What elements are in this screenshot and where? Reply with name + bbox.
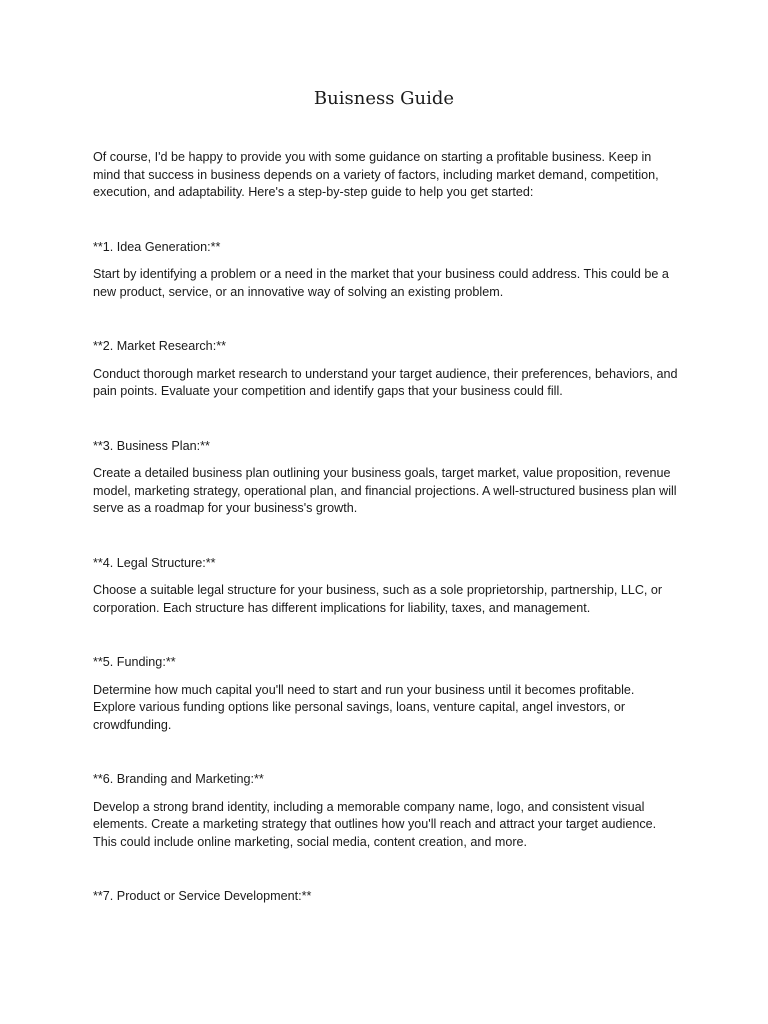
section-body: Choose a suitable legal structure for your business, such as a sole proprietorship, partnership, LLC, or corporation. Each structure has different implications for liability, taxes, and management. (93, 583, 663, 615)
section-heading: **1. Idea Generation:** (93, 239, 221, 254)
section-heading: **6. Branding and Marketing:** (93, 772, 264, 786)
intro-paragraph: Of course, I'd be happy to provide you with some guidance on starting a profitable business. Keep in mind that success in business depends on a variety of factors, including market demand, competition, execution, and adaptability. Here's a step-by-step guide to help you get started: (93, 150, 659, 199)
section-body: Create a detailed business plan outlining your business goals, target market, value proposition, revenue model, marketing strategy, operational plan, and financial projections. A well-structured business plan will serve as a roadmap for your business's growth. (93, 466, 677, 515)
section-branding-marketing (93, 771, 678, 851)
section-idea-generation (93, 239, 678, 302)
section-legal-structure (93, 555, 678, 618)
section-market-research (93, 338, 678, 401)
section-business-plan (93, 438, 678, 518)
section-funding (93, 654, 678, 734)
section-heading: **7. Product or Service Development:** (93, 889, 312, 903)
section-heading: **2. Market Research:** (93, 339, 226, 353)
section-body: Determine how much capital you'll need to start and run your business until it becomes profitable. Explore various funding options like personal savings, loans, venture capital, angel investors, or crowdfunding. (93, 682, 635, 732)
section-body: Start by identifying a problem or a need in the market that your business could address. This could be a new product, service, or an innovative way of solving an existing problem. (93, 267, 669, 299)
section-body: Conduct thorough market research to understand your target audience, their preferences, behaviors, and pain points. Evaluate your competition and identify gaps that your business could fill. (93, 366, 678, 398)
section-body: Develop a strong brand identity, including a memorable company name, logo, and consistent visual elements. Create a marketing strategy that outlines how you'll reach and attract your target audience. This could include online marketing, social media, content creation, and more. (93, 799, 657, 849)
section-product-service-development (93, 888, 678, 906)
section-heading: **4. Legal Structure:** (93, 555, 216, 570)
document-content (93, 149, 678, 943)
document-title: Buisness Guide (313, 88, 455, 109)
section-heading: **3. Business Plan:** (93, 438, 210, 453)
section-heading: **5. Funding:** (93, 655, 176, 669)
